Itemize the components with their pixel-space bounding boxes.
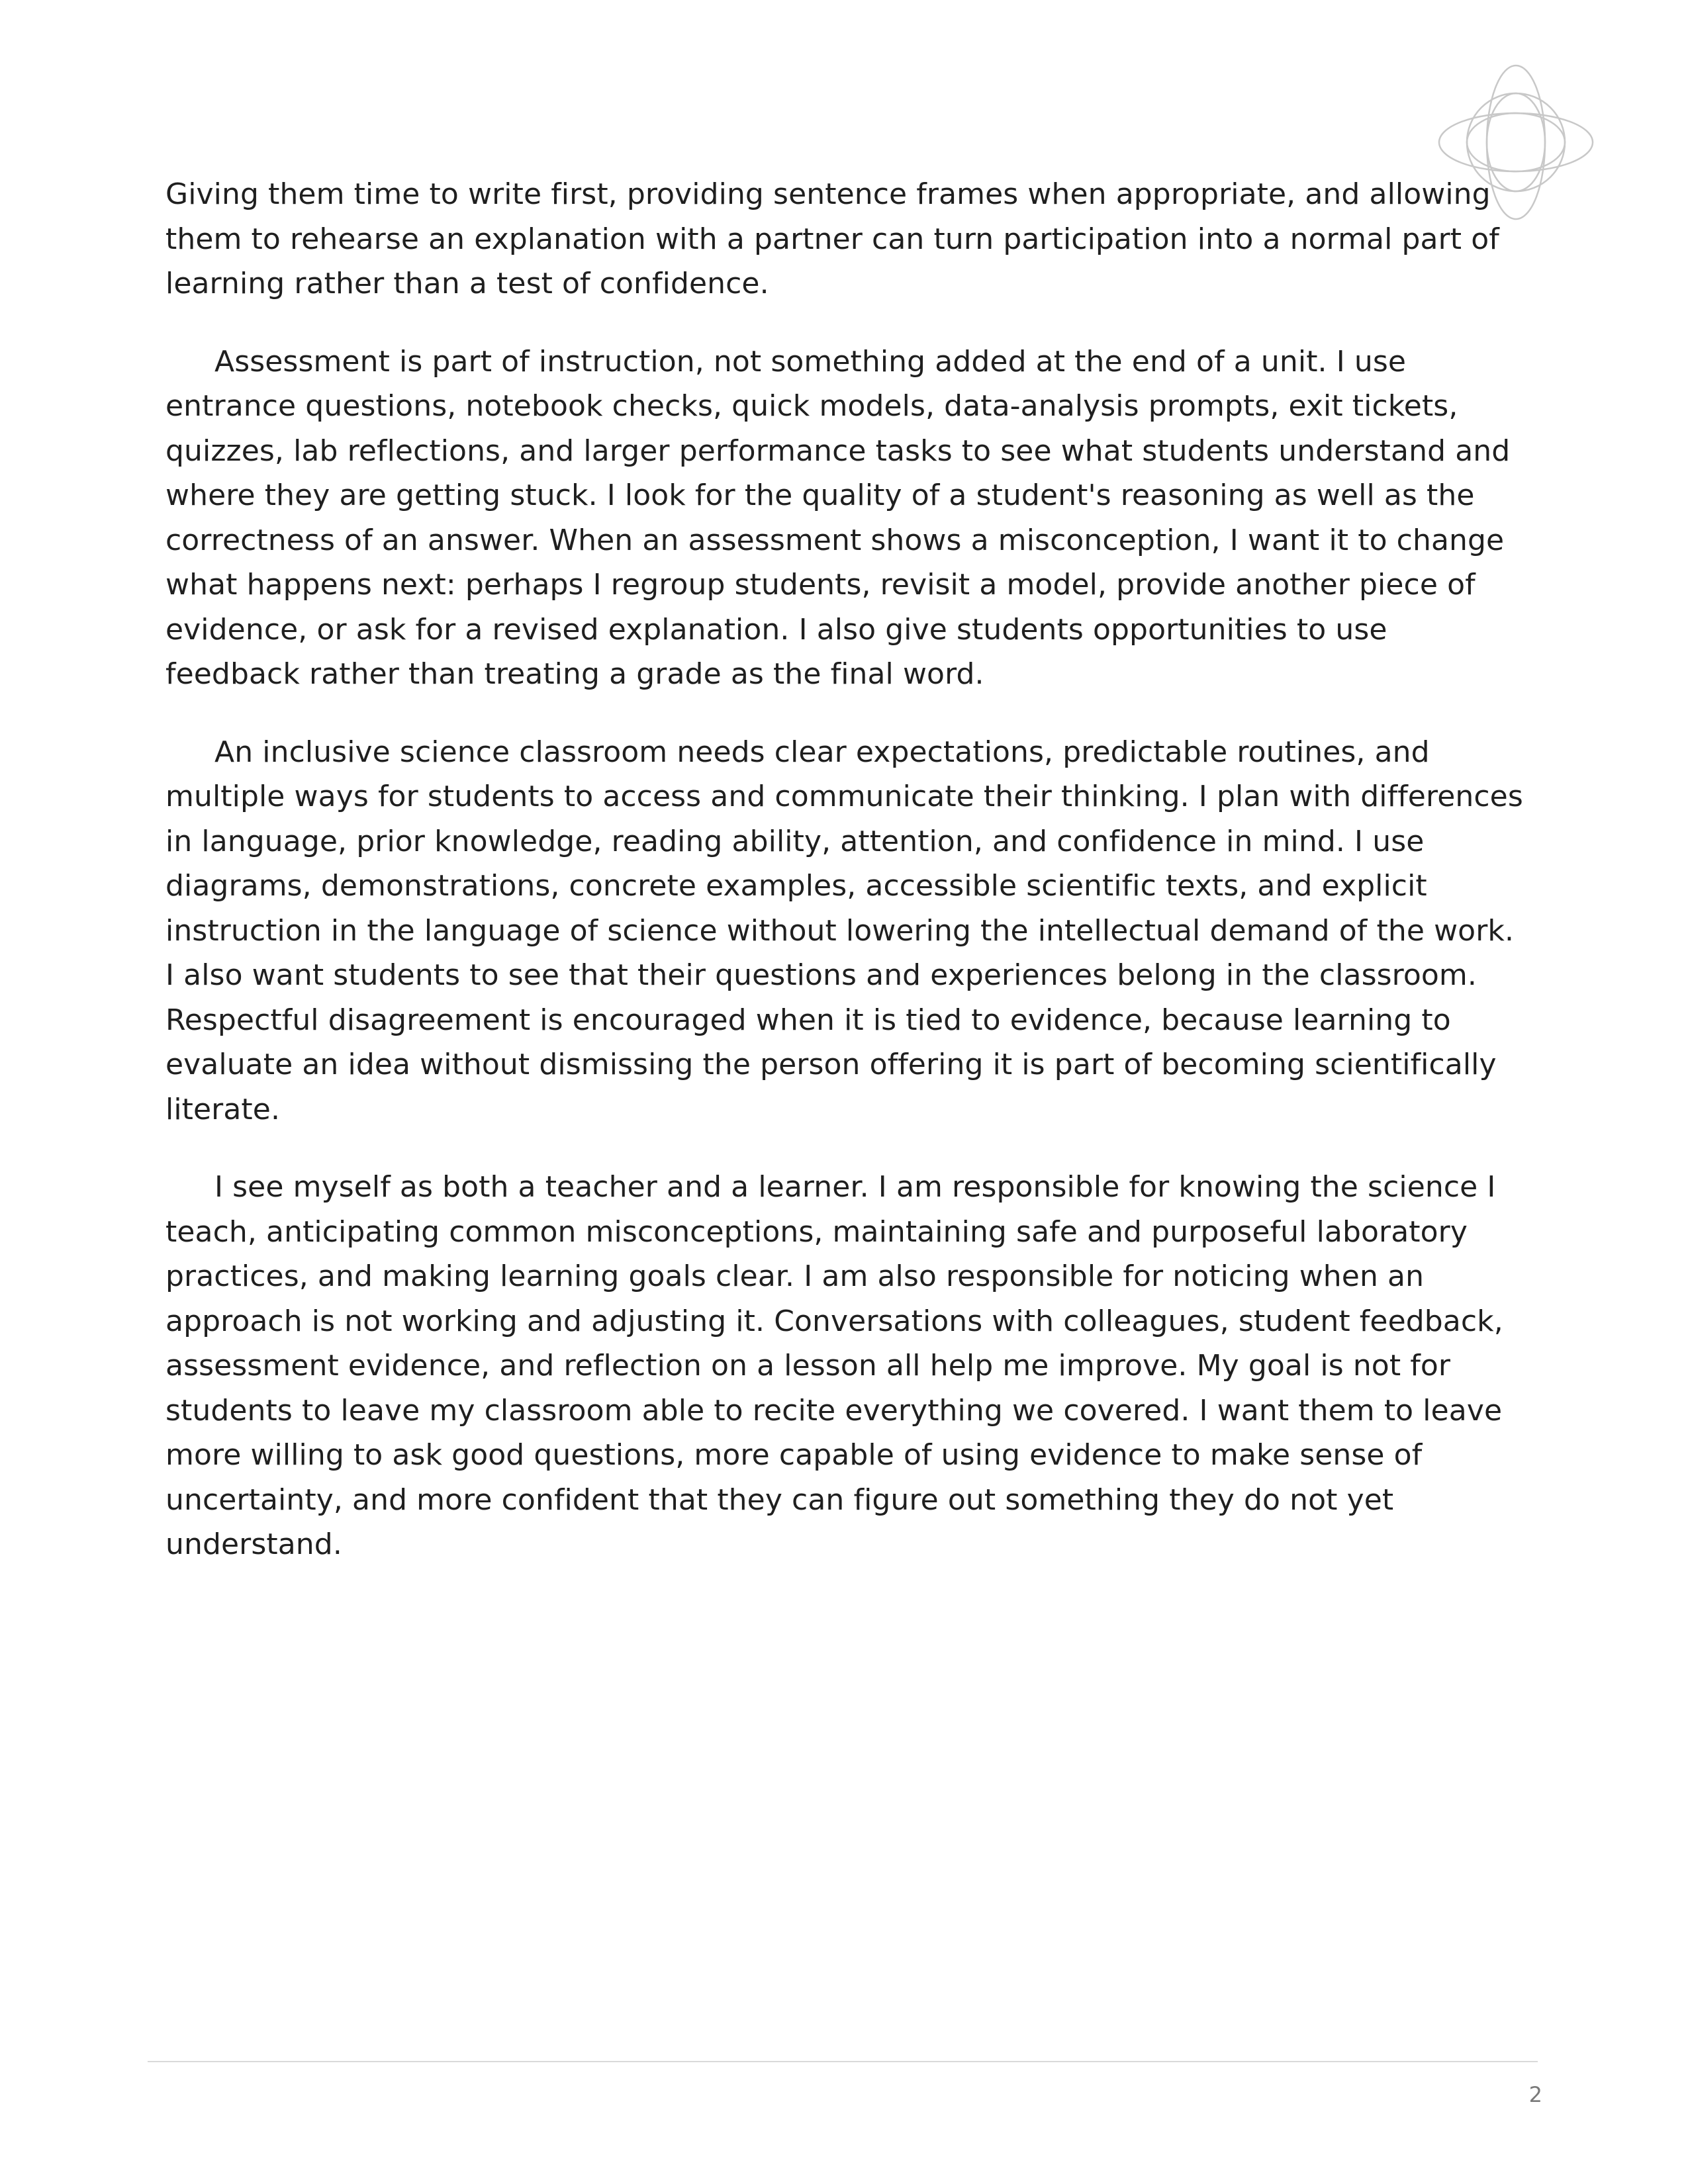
paragraph-inclusive-classroom: An inclusive science classroom needs clear expectations, predictable routines, and multiple ways for students to access and communicate their thinking. I plan with differences in language, prior knowledge, reading ability, attention, and confidence in mind. I use diagrams, demonstrations, concrete examples, accessible scientific texts, and explicit instruction in the language of science without lowering the intellectual demand of the work. I also want students to see that their questions and experiences belong in the classroom. Respectful disagreement is encouraged when it is tied to evidence, because learning to evaluate an idea without dismissing the person offering it is part of becoming scientifically literate.	[165, 735, 1523, 1126]
footer-divider	[148, 2061, 1538, 2062]
paragraph-teacher-learner: I see myself as both a teacher and a learner. I am responsible for knowing the science I teach, anticipating common misconceptions, maintaining safe and purposeful laboratory practices, and making learning goals clear. I am also responsible for noticing when an approach is not working and adjusting it. Conversations with colleagues, student feedback, assessment evidence, and reflection on a lesson all help me improve. My goal is not for students to leave my classroom able to recite everything we covered. I want them to leave more willing to ask good questions, more capable of using evidence to make sense of uncertainty, and more confident that they can figure out something they do not yet understand.	[165, 1170, 1503, 1561]
paragraph-continued: Giving them time to write first, providing sentence frames when appropriate, and allowing them to rehearse an explanation with a partner can turn participation into a normal part of learning rather than a test of confidence.	[165, 177, 1499, 300]
document-body	[165, 172, 1529, 1600]
paragraph-assessment: Assessment is part of instruction, not something added at the end of a unit. I use entrance questions, notebook checks, quick models, data-analysis prompts, exit tickets, quizzes, lab reflections, and larger performance tasks to see what students understand and where they are getting stuck. I look for the quality of a student's reasoning as well as the correctness of an answer. When an assessment shows a misconception, I want it to change what happens next: perhaps I regroup students, revisit a model, provide another piece of evidence, or ask for a revised explanation. I also give students opportunities to use feedback rather than treating a grade as the final word.	[165, 344, 1511, 691]
page-number: 2	[1528, 2082, 1542, 2107]
